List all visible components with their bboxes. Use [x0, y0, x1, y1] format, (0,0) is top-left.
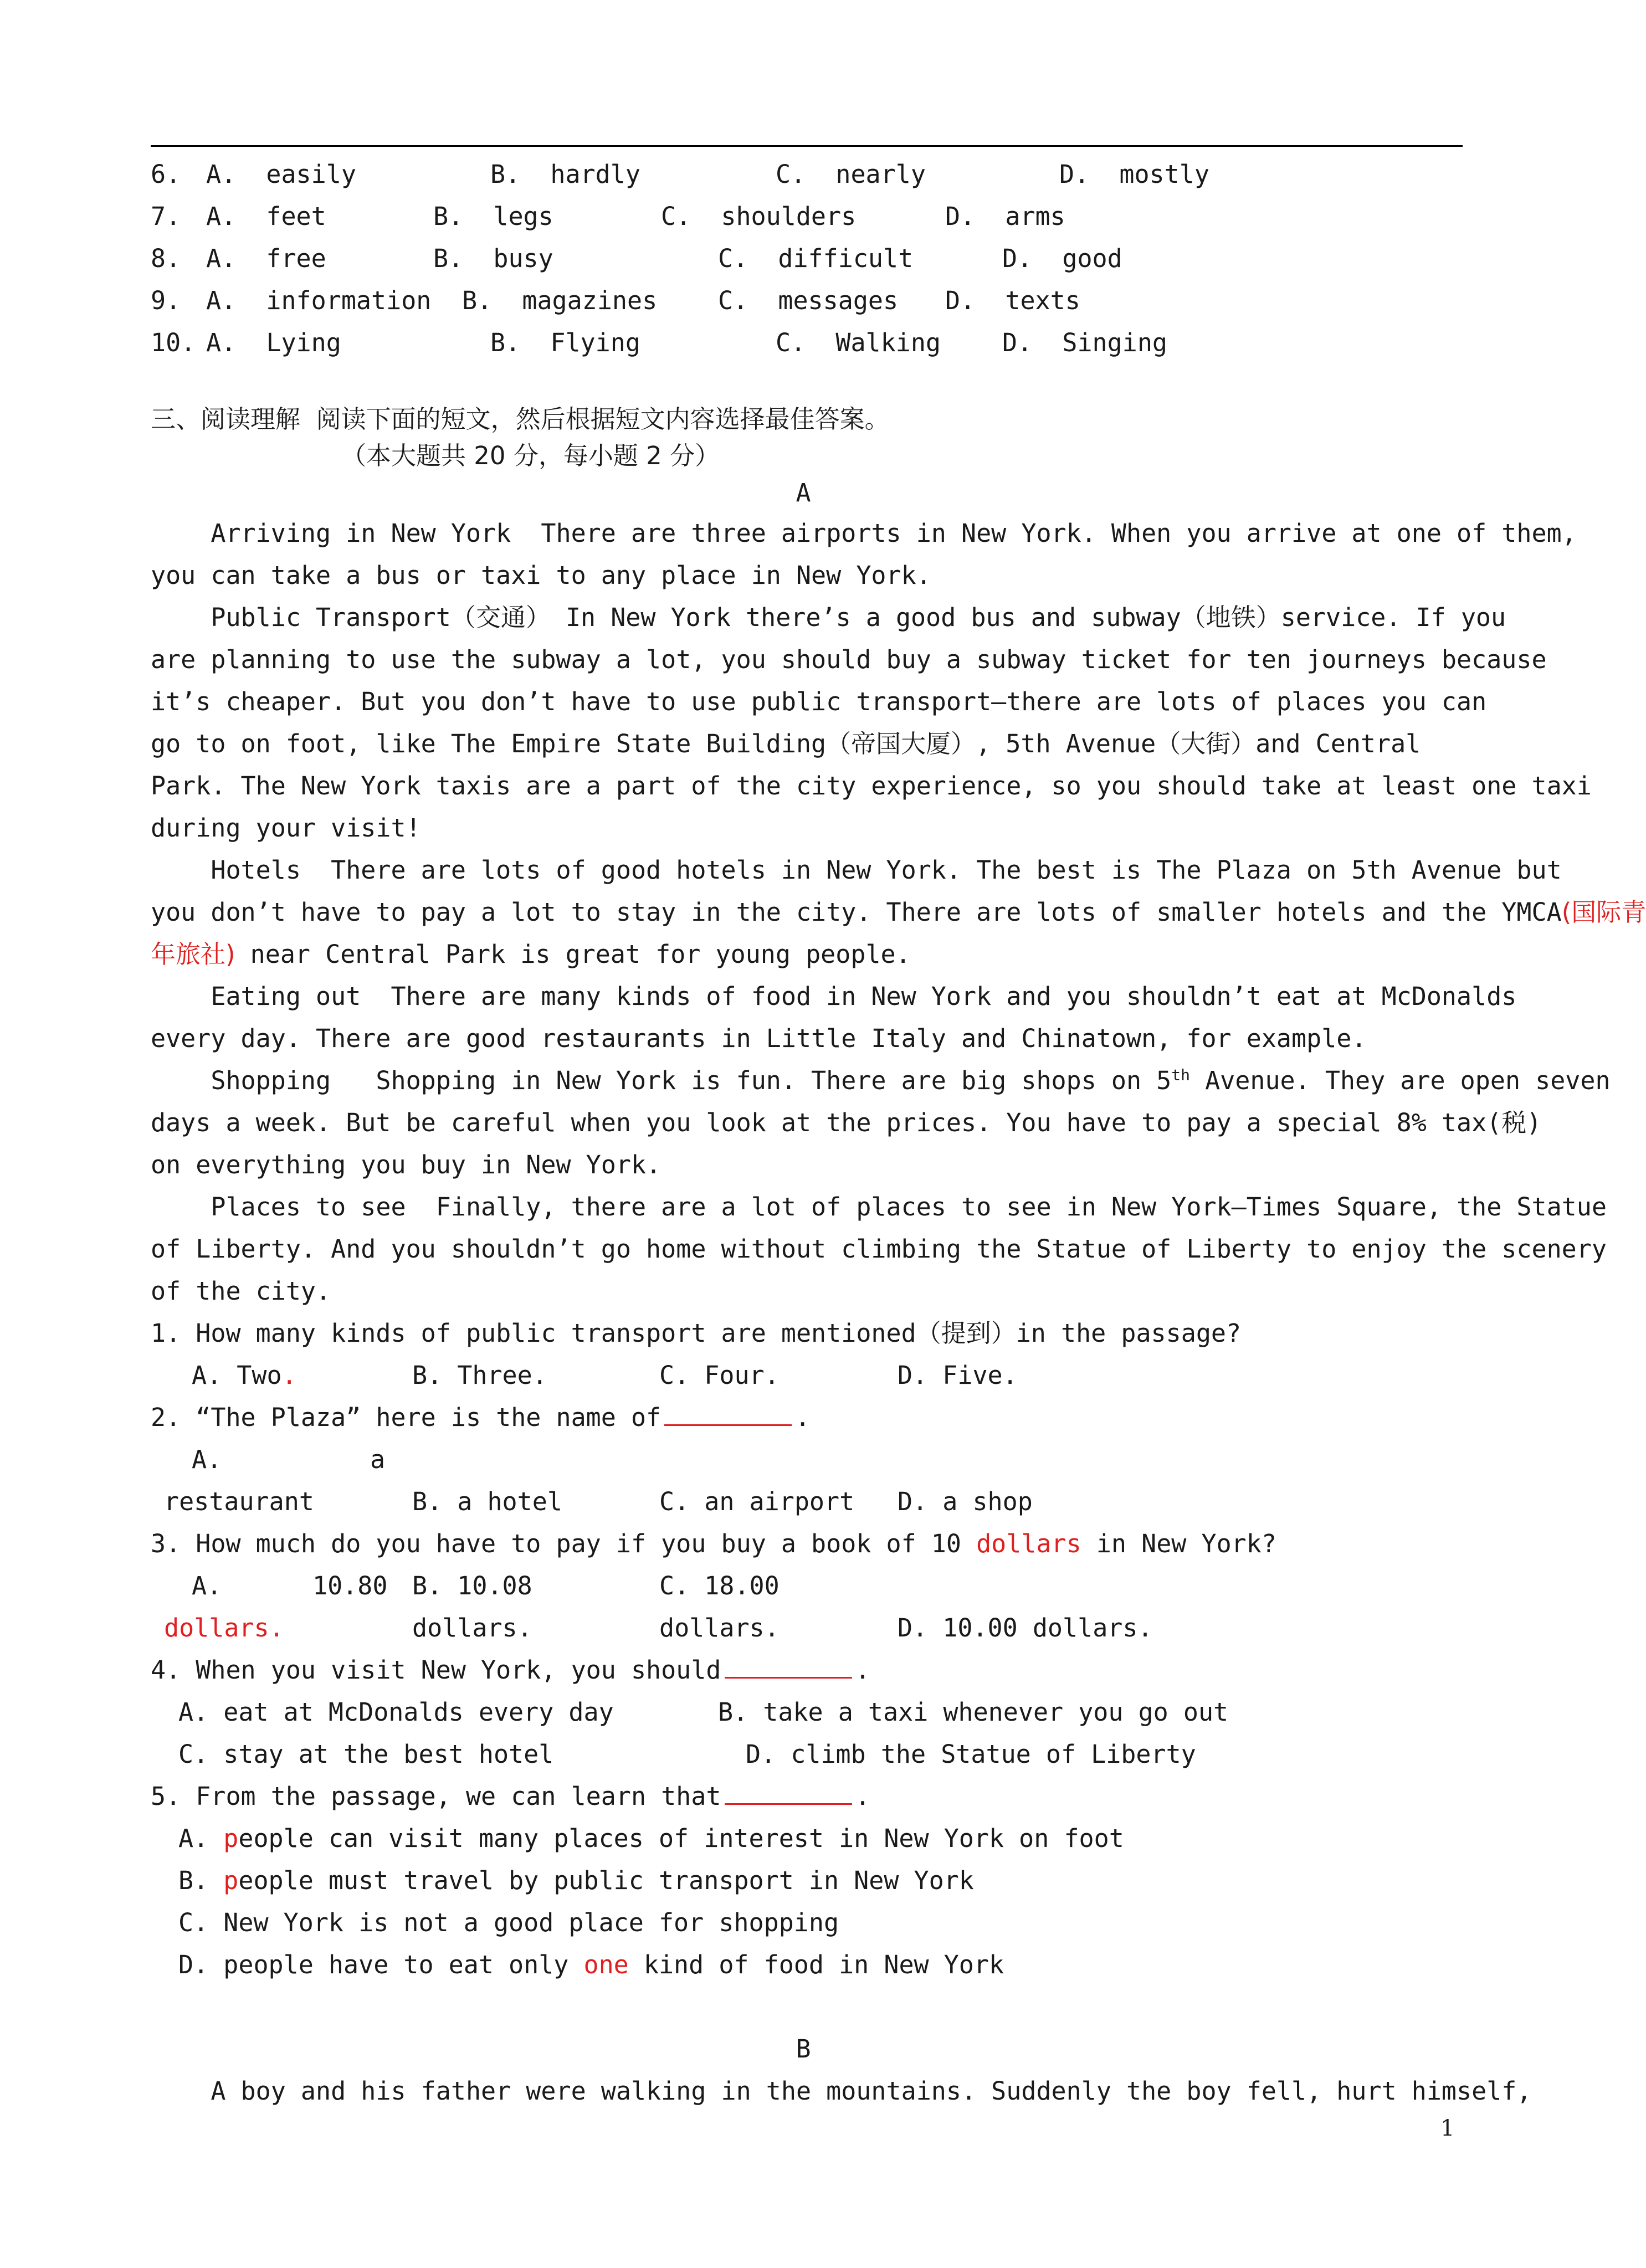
option-number: 6. [151, 160, 181, 189]
passage-text: Avenue. They are open seven [1190, 1066, 1611, 1095]
annotation-red: dollars [976, 1529, 1081, 1558]
option-c: C. Walking [776, 328, 941, 357]
choice-d: D. climb the Statue of Liberty [746, 1740, 1196, 1769]
passage-line [151, 933, 911, 976]
passage-line: during your visit! [151, 813, 421, 843]
question-end: in New York? [1081, 1529, 1276, 1558]
answer-blank [725, 1650, 852, 1679]
question-end: . [855, 1782, 870, 1811]
option-number: 7. [151, 202, 181, 231]
passage-line: Public Transport（交通） In New York there’s a good bus and subway（地铁）service. If you [151, 603, 1506, 632]
choice-a: A. eat at McDonalds every day [178, 1697, 614, 1727]
passage-line: are planning to use the subway a lot, you should buy a subway ticket for ten journeys because [151, 645, 1547, 674]
passage-line: days a week. But be careful when you look at the prices. You have to pay a special 8% tax(税) [151, 1108, 1542, 1137]
passage-text: Shopping Shopping in New York is fun. There are big shops on 5 [151, 1066, 1172, 1095]
choice-b: B. 10.08 [412, 1571, 532, 1600]
option-d: D. good [1002, 244, 1122, 273]
choice-c-unit: dollars. [659, 1613, 780, 1643]
passage-text: you don’t have to pay a lot to stay in the city. There are lots of smaller hotels and the YMCA [151, 897, 1562, 927]
option-c: C. nearly [776, 160, 926, 189]
choice-d [178, 1943, 1004, 1987]
answer-blank [725, 1777, 852, 1805]
option-number: 10. [151, 328, 196, 357]
superscript: th [1171, 1066, 1190, 1084]
option-d: D. mostly [1059, 160, 1209, 189]
choice-b: B. Three. [412, 1361, 547, 1390]
option-c: C. messages [718, 286, 899, 315]
question-end: . [855, 1655, 870, 1685]
choice-a [192, 1354, 297, 1397]
choice-label: A. [178, 1824, 224, 1853]
passage-line: Arriving in New York There are three airports in New York. When you arrive at one of them, [151, 519, 1577, 548]
choice-text: A. Two [192, 1361, 282, 1390]
choice-c: C. New York is not a good place for shopping [178, 1908, 839, 1937]
annotation-red: 年旅社) [151, 940, 235, 969]
passage-line: of the city. [151, 1276, 331, 1306]
question-stem: 5. From the passage, we can learn that [151, 1782, 721, 1811]
option-b: B. legs [433, 202, 553, 231]
passage-text: near Central Park is great for young people. [235, 940, 911, 969]
option-b: B. Flying [490, 328, 640, 357]
question-stem: 2. “The Plaza” here is the name of [151, 1403, 662, 1432]
annotation-red: (国际青 [1561, 897, 1646, 927]
option-b: B. magazines [462, 286, 658, 315]
choice-text: eople must travel by public transport in New York [238, 1866, 974, 1895]
choice-c: C. an airport [659, 1487, 855, 1516]
answer-blank [664, 1398, 792, 1426]
choice-b [178, 1859, 974, 1902]
passage-b-label: B [796, 2034, 811, 2064]
question-stem: 3. How much do you have to pay if you buy a book of 10 [151, 1529, 977, 1558]
choice-c: C. stay at the best hotel [178, 1740, 554, 1769]
question-stem: 4. When you visit New York, you should [151, 1655, 721, 1685]
passage-b-line: A boy and his father were walking in the mountains. Suddenly the boy fell, hurt himself, [151, 2076, 1532, 2106]
option-d: D. texts [945, 286, 1080, 315]
section-subheading: （本大题共 20 分，每小题 2 分） [341, 441, 720, 470]
choice-b: B. take a taxi whenever you go out [718, 1697, 1229, 1727]
page-number: 1 [1440, 2116, 1455, 2141]
choice-a-unit: dollars. [164, 1613, 284, 1643]
choice-text: eople can visit many places of interest in New York on foot [238, 1824, 1124, 1853]
option-a: A. feet [206, 202, 326, 231]
passage-a-label: A [796, 478, 811, 507]
choice-d: D. Five. [898, 1361, 1018, 1390]
option-b: B. hardly [490, 160, 640, 189]
option-c: C. difficult [718, 244, 914, 273]
annotation-red: . [281, 1361, 297, 1390]
choice-text: kind of food in New York [628, 1950, 1004, 1979]
passage-line: of Liberty. And you shouldn’t go home without climbing the Statue of Liberty to enjoy the scenery [151, 1234, 1607, 1264]
annotation-red: one [583, 1950, 629, 1979]
option-a: A. Lying [206, 328, 341, 357]
section-heading: 三、阅读理解 阅读下面的短文，然后根据短文内容选择最佳答案。 [151, 404, 890, 434]
choice-c: C. Four. [659, 1361, 780, 1390]
choice-b-unit: dollars. [412, 1613, 532, 1643]
choice-a-label: A. [192, 1571, 222, 1600]
passage-line: you can take a bus or taxi to any place in New York. [151, 561, 931, 590]
choice-label: B. [178, 1866, 224, 1895]
choice-a-label: A. [192, 1445, 222, 1474]
passage-line: Hotels There are lots of good hotels in New York. The best is The Plaza on 5th Avenue but [151, 855, 1562, 885]
option-d: D. arms [945, 202, 1065, 231]
passage-line [151, 891, 1646, 934]
question-text: 1. How many kinds of public transport are mentioned（提到）in the passage? [151, 1318, 1242, 1348]
choice-d: D. 10.00 dollars. [898, 1613, 1153, 1643]
choice-a-text: restaurant [164, 1487, 314, 1516]
passage-line: every day. There are good restaurants in Little Italy and Chinatown, for example. [151, 1024, 1367, 1053]
choice-a [178, 1817, 1124, 1860]
passage-line: Park. The New York taxis are a part of the city experience, so you should take at least one taxi [151, 771, 1592, 801]
question-text [151, 1649, 870, 1692]
header-rule [151, 145, 1463, 147]
option-a: A. information [206, 286, 432, 315]
annotation-red: p [223, 1866, 239, 1895]
passage-line: it’s cheaper. But you don’t have to use public transport—there are lots of places you can [151, 687, 1487, 716]
question-text [151, 1775, 870, 1818]
option-number: 8. [151, 244, 181, 273]
option-a: A. free [206, 244, 326, 273]
option-d: D. Singing [1002, 328, 1168, 357]
option-c: C. shoulders [661, 202, 857, 231]
choice-d: D. a shop [898, 1487, 1033, 1516]
question-text [151, 1522, 1276, 1566]
choice-c: C. 18.00 [659, 1571, 780, 1600]
passage-line: Places to see Finally, there are a lot of places to see in New York—Times Square, the Statue [151, 1192, 1607, 1222]
question-text [151, 1396, 810, 1439]
passage-line: on everything you buy in New York. [151, 1150, 662, 1179]
question-end: . [795, 1403, 811, 1432]
passage-line: go to on foot, like The Empire State Building（帝国大厦）, 5th Avenue（大街）and Central [151, 729, 1421, 758]
choice-a-value: 10.80 [312, 1571, 388, 1600]
choice-text: D. people have to eat only [178, 1950, 584, 1979]
option-a: A. easily [206, 160, 356, 189]
passage-line [151, 1059, 1611, 1102]
choice-b: B. a hotel [412, 1487, 562, 1516]
option-b: B. busy [433, 244, 553, 273]
option-number: 9. [151, 286, 181, 315]
choice-a-article: a [370, 1445, 386, 1474]
annotation-red: p [223, 1824, 239, 1853]
passage-line: Eating out There are many kinds of food in New York and you shouldn’t eat at McDonalds [151, 982, 1517, 1011]
